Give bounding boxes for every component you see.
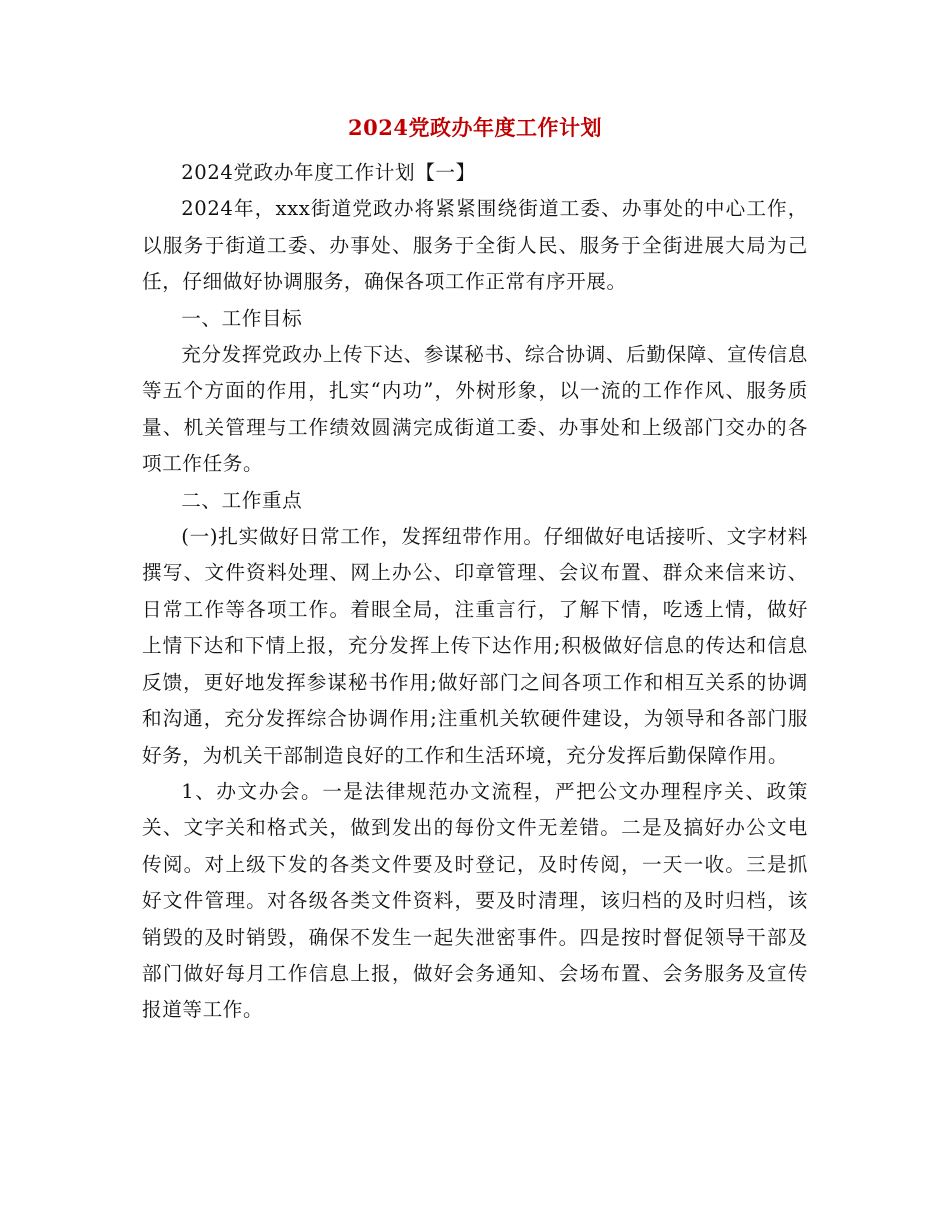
document-handling-paragraph: 1、办文办会。一是法律规范办文流程，严把公文办理程序关、政策关、文字关和格式关，做到发出的每份文件无差错。二是及搞好办公文电传阅。对上级下发的各类文件要及时登记，及时传阅，一天一收。三是抓好文件管理。对各级各类文件资料，要及时清理，该归档的及时归档，该销毁的及时销毁，确保不发生一起失泄密事件。四是按时督促领导干部及部门做好每月工作信息上报，做好会务通知、会场布置、会务服务及宣传报道等工作。 bbox=[142, 779, 808, 1022]
daily-work-paragraph: (一)扎实做好日常工作，发挥纽带作用。仔细做好电话接听、文字材料撰写、文件资料处理、网上办公、印章管理、会议布置、群众来信来访、日常工作等各项工作。着眼全局，注重言行，了解下情，吃透上情，做好上情下达和下情上报，充分发挥上传下达作用;积极做好信息的传达和信息反馈，更好地发挥参谋秘书作用;做好部门之间各项工作和相互关系的协调和沟通，充分发挥综合协调作用;注重机关软硬件建设，为领导和各部门服好务，为机关干部制造良好的工作和生活环境，充分发挥后勤保障作用。 bbox=[142, 525, 808, 767]
work-goals-paragraph: 充分发挥党政办上传下达、参谋秘书、综合协调、后勤保障、宣传信息等五个方面的作用，扎实“内功”，外树形象，以一流的工作作风、服务质量、机关管理与工作绩效圆满完成街道工委、办事处和上级部门交办的各项工作任务。 bbox=[142, 343, 808, 476]
intro-paragraph: 2024年，xxx街道党政办将紧紧围绕街道工委、办事处的中心工作，以服务于街道工委、办事处、服务于全街人民、服务于全街进展大局为己任，仔细做好协调服务，确保各项工作正常有序开展。 bbox=[142, 197, 808, 294]
document-body bbox=[142, 155, 808, 1029]
document-title: 2024党政办年度工作计划 bbox=[348, 115, 602, 140]
section-heading: 2024党政办年度工作计划【一】 bbox=[181, 161, 476, 184]
heading-work-goals: 一、工作目标 bbox=[181, 306, 303, 330]
heading-work-focus: 二、工作重点 bbox=[181, 488, 303, 512]
